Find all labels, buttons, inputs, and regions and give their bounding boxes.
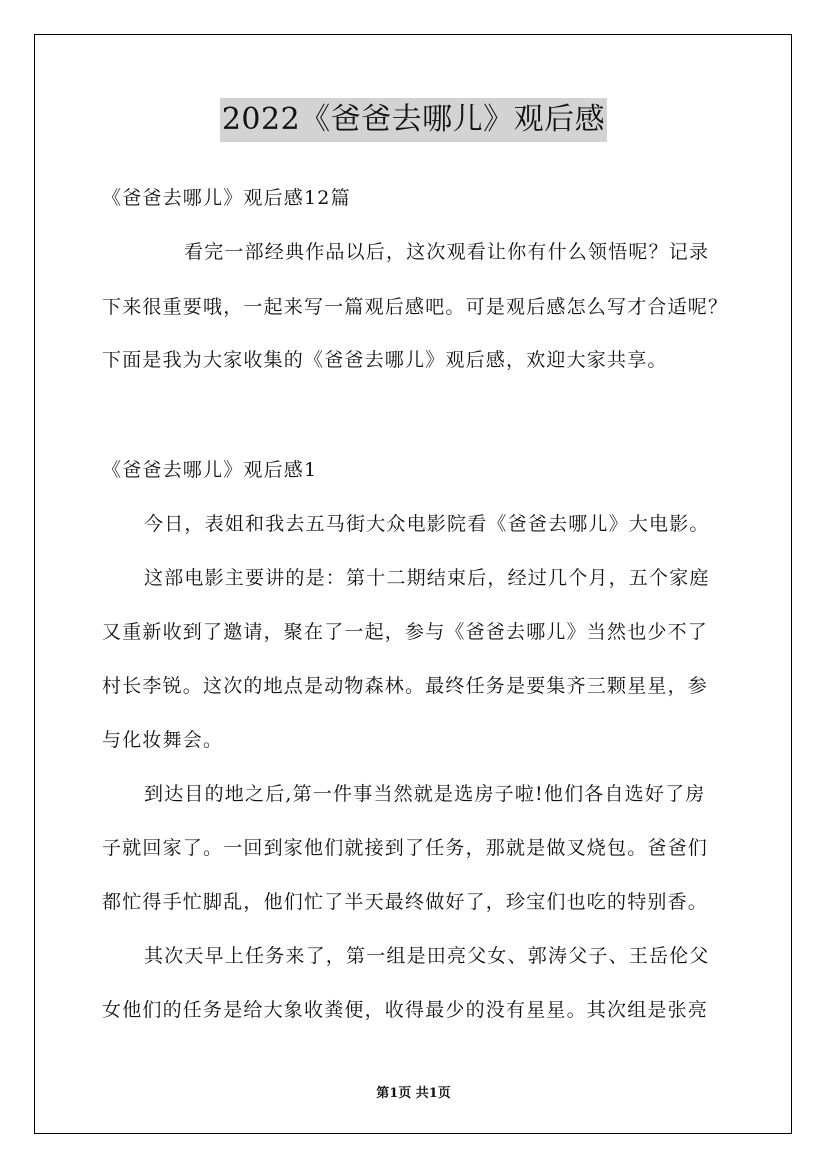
- body-line: 又重新收到了邀请，聚在了一起，参与《爸爸去哪儿》当然也少不了: [102, 621, 709, 643]
- body-line: 子就回家了。一回到家他们就接到了任务，那就是做叉烧包。爸爸们: [102, 837, 709, 859]
- body-line: 村长李锐。这次的地点是动物森林。最终任务是要集齐三颗星星，参: [102, 675, 709, 697]
- intro-line: 看完一部经典作品以后，这次观看让你有什么领悟呢？记录: [184, 241, 710, 263]
- body-line: 到达目的地之后,第一件事当然就是选房子啦!他们各自选好了房: [144, 783, 706, 805]
- intro-line: 下来很重要哦，一起来写一篇观后感吧。可是观后感怎么写才合适呢？: [102, 296, 729, 318]
- document-subtitle: 《爸爸去哪儿》观后感12篇: [102, 187, 351, 209]
- title-container: [0, 98, 827, 142]
- page-number-footer: 第1页 共1页: [376, 1086, 451, 1101]
- body-line: 与化妆舞会。: [102, 729, 224, 751]
- document-title: 2022《爸爸去哪儿》观后感: [220, 98, 607, 142]
- body-line: 今日，表姐和我去五马街大众电影院看《爸爸去哪儿》大电影。: [144, 513, 710, 535]
- body-line: 这部电影主要讲的是：第十二期结束后，经过几个月，五个家庭: [144, 567, 710, 589]
- section-heading: 《爸爸去哪儿》观后感1: [102, 459, 318, 481]
- body-line: 都忙得手忙脚乱，他们忙了半天最终做好了，珍宝们也吃的特别香。: [102, 891, 709, 913]
- body-line: 其次天早上任务来了，第一组是田亮父女、郭涛父子、王岳伦父: [144, 945, 710, 967]
- intro-line: 下面是我为大家收集的《爸爸去哪儿》观后感，欢迎大家共享。: [102, 349, 668, 371]
- body-line: 女他们的任务是给大象收粪便，收得最少的没有星星。其次组是张亮: [102, 999, 709, 1021]
